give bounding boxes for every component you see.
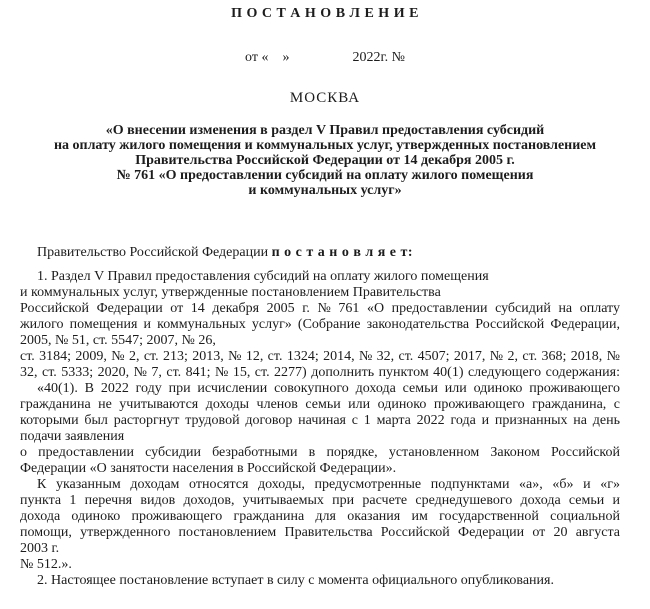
document-title: П О С Т А Н О В Л Е Н И Е bbox=[231, 6, 419, 21]
body-line: 1. Раздел V Правил предоставления субсидий на оплату жилого помещения bbox=[37, 269, 489, 284]
body-line: о предоставлении субсидии безработными в порядке, установленном Законом Российской bbox=[20, 445, 620, 460]
preamble-line bbox=[20, 245, 637, 261]
body-line: пункта 1 перечня видов доходов, учитываемых при расчете среднедушевого дохода семьи и bbox=[20, 493, 620, 508]
subject-line: и коммунальных услуг» bbox=[248, 183, 402, 198]
body-line: гражданина не учитываются доходы членов семьи или одиноко проживающего гражданина, с bbox=[20, 397, 620, 412]
body-line: подачи заявления bbox=[20, 429, 125, 444]
subject-line: «О внесении изменения в раздел V Правил предоставления субсидий bbox=[105, 123, 545, 138]
body-line: Федерации «О занятости населения в Российской Федерации». bbox=[20, 461, 397, 476]
body-line: которыми был расторгнут трудовой договор начиная с 1 марта 2022 года и признанных на день bbox=[20, 413, 620, 428]
subject-line: на оплату жилого помещения и коммунальных услуг, утвержденных постановлением bbox=[53, 138, 597, 153]
preamble-text: Правительство Российской Федерации bbox=[37, 245, 272, 260]
subject-line: Правительства Российской Федерации от 14 декабря 2005 г. bbox=[135, 153, 515, 168]
document-subject bbox=[0, 123, 650, 198]
body-line: жилого помещения и коммунальных услуг» (Собрание законодательства Российской Федерации, bbox=[20, 317, 620, 332]
body-line: Российской Федерации от 14 декабря 2005 г. № 761 «О предоставлении субсидий на оплату bbox=[20, 301, 620, 316]
date-line bbox=[0, 50, 650, 66]
body-line: «40(1). В 2022 году при исчислении совокупного дохода семьи или одиноко проживающего bbox=[37, 381, 620, 396]
body-line: помощи, утвержденного постановлением Правительства Российской Федерации от 20 августа bbox=[20, 525, 620, 540]
body-line: К указанным доходам относятся доходы, предусмотренные подпунктами «а», «б» и «г» bbox=[37, 477, 620, 492]
document-body bbox=[20, 269, 620, 589]
preamble-resolves-word: п о с т а н о в л я е т: bbox=[271, 245, 414, 260]
body-line: ст. 3184; 2009, № 2, ст. 213; 2013, № 12, ст. 1324; 2014, № 32, ст. 4507; 2017, № 2, ст. 368; 2018, № bbox=[20, 349, 620, 364]
date-blank-field: от « » bbox=[245, 50, 290, 65]
date-year-number: 2022г. № bbox=[352, 50, 405, 65]
body-line: дохода одиноко проживающего гражданина для оказания им государственной социальной bbox=[20, 509, 620, 524]
body-line: 32, ст. 5333; 2020, № 7, ст. 841; № 15, ст. 2277) дополнить пунктом 40(1) следующего содержания: bbox=[20, 365, 620, 380]
subject-line: № 761 «О предоставлении субсидий на оплату жилого помещения bbox=[116, 168, 534, 183]
body-line: 2005, № 51, ст. 5547; 2007, № 26, bbox=[20, 333, 216, 348]
body-line: № 512.». bbox=[20, 557, 72, 572]
body-line: 2. Настоящее постановление вступает в силу с момента официального опубликования. bbox=[37, 573, 554, 588]
body-line: и коммунальных услуг, утвержденные постановлением Правительства bbox=[20, 285, 441, 300]
body-line: 2003 г. bbox=[20, 541, 60, 556]
city-line: МОСКВА bbox=[289, 90, 361, 106]
